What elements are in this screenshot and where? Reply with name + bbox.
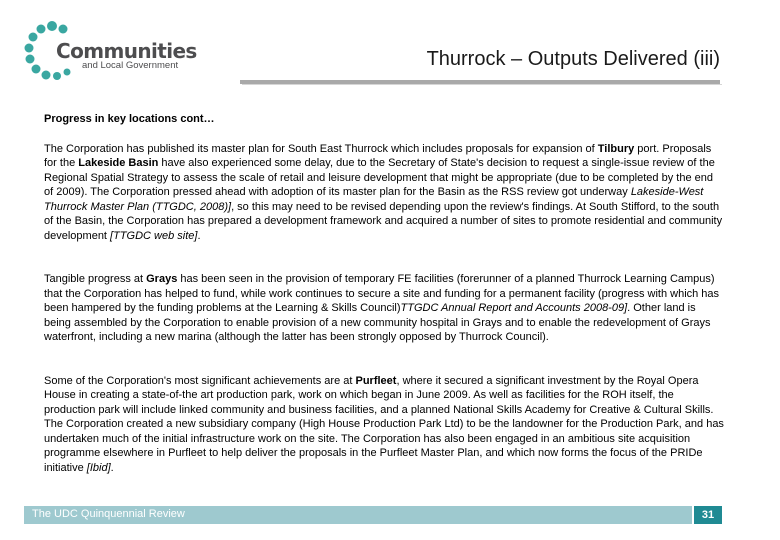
paragraph-text: . [197, 229, 201, 242]
body-paragraph [44, 142, 724, 244]
content-body [44, 112, 724, 475]
paragraph-text: . Other land is being assembled by the Corporation to enable provision of a new community hospital in Grays and to enable the redevelopment of Grays waterfront, including a new marina (although the latter has been strongly opposed by Thurrock Council). [44, 302, 711, 343]
citation: [Ibid] [86, 461, 111, 474]
bold-location: Lakeside Basin [78, 157, 159, 169]
citation: [TTGDC web site] [110, 229, 198, 242]
paragraph-text: have also experienced some delay, due to the Secretary of State's decision to request a single-issue review of the Regional Spatial Strategy to assess the scale of retail and leisure development that might be appropriate (due to be completed by the end of 2009). The Corporation pressed ahead with adoption of its master plan for the Basin as the RSS review got underway [44, 157, 715, 198]
paragraph-text: Tangible progress at [44, 273, 147, 285]
footer-label: The UDC Quinquennial Review [32, 508, 185, 520]
paragraph-text: has been seen in the provision of temporary FE facilities (forerunner of a planned Thurrock Learning Campus) that the Corporation has helped to fund, while work continues to secure a site and funding for a permanent facility (progress with which has been hampered by the funding problems at the Learning & Skills Council) [44, 273, 720, 314]
paragraph-text: The Corporation has published its master plan for South East Thurrock which includes proposals for expansion of [44, 142, 598, 155]
bold-location: Grays [146, 273, 178, 285]
logo-subtitle: and Local Government [82, 60, 179, 71]
body-paragraph [44, 272, 724, 345]
footer-bar [24, 506, 692, 524]
paragraph-text: port. Proposals for the [44, 142, 712, 169]
title-divider-shadow [242, 84, 722, 85]
citation: Lakeside-West Thurrock Master Plan (TTGDC, 2008)] [44, 186, 704, 213]
paragraph-list [44, 142, 724, 476]
paragraph-text: Some of the Corporation's most significant achievements are at [44, 374, 356, 387]
paragraph-text: , where it secured a significant investment by the Royal Opera House in creating a state-of-the art production park, work on which began in June 2009. As well as facilities for the ROH itself, the production park will include linked community and business facilities, and a planned National Skills Academy for Creative & Cultural Skills. The Corporation created a new subsidiary company (High House Production Park Ltd) to be the landowner for the Production Park, and has undertaken much of the initial infrastructure work on the site. The Corporation has also been engaged in an ambitious site acquisition programme elsewhere in Purfleet to help deliver the proposals in the Purfleet Master Plan, and which now forms the focus of the PRIDe initiative [44, 374, 724, 474]
bold-location: Tilbury [597, 142, 635, 155]
bold-location: Purfleet [355, 374, 397, 387]
paragraph-text: . [110, 461, 114, 474]
logo-wordmark: Communities [56, 39, 197, 63]
section-subheading: Progress in key locations cont… [44, 113, 215, 125]
page-title: Thurrock – Outputs Delivered (iii) [426, 48, 720, 70]
body-paragraph [44, 374, 724, 476]
paragraph-text: , so this may need to be revised depending upon the review's findings. At South Stifford, to the south of the Basin, the Corporation has prepared a development framework and acquired a number of sites to promote residential and community development [44, 200, 723, 242]
page-number: 31 [694, 506, 722, 524]
logo [22, 20, 222, 86]
citation: TTGDC Annual Report and Accounts 2008-09] [400, 302, 628, 314]
